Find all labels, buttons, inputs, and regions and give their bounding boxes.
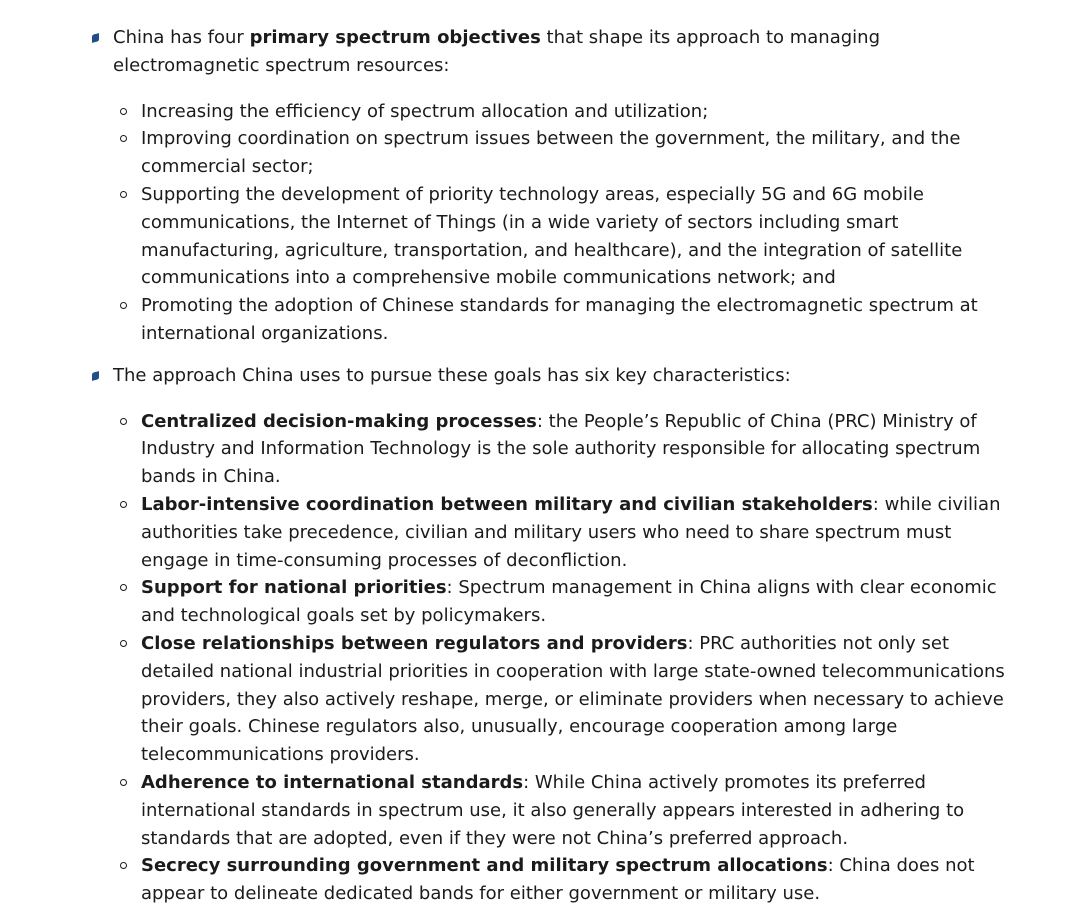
square-bullet-icon [92,33,99,43]
list-item: Support for national priorities: Spectrum management in China aligns with clear economic and technological goals set by policymakers. [141,574,1013,630]
circle-bullet-icon [120,584,127,591]
objectives-section [113,24,1013,348]
objectives-list [141,98,1013,348]
list-item: Centralized decision-making processes: the People’s Republic of China (PRC) Ministry of Industry and Information Technology is the sole authority responsible for allocating spectrum bands in China. [141,408,1013,491]
list-item: Increasing the efficiency of spectrum allocation and utilization; [141,98,1013,126]
list-item: Secrecy surrounding government and military spectrum allocations: China does not appear to delineate dedicated bands for either government or military use. [141,852,1013,908]
circle-bullet-icon [120,779,127,786]
circle-bullet-icon [120,302,127,309]
section-intro: China has four primary spectrum objectives that shape its approach to managing electromagnetic spectrum resources: [113,27,881,76]
list-item: Adherence to international standards: While China actively promotes its preferred international standards in spectrum use, it also generally appears interested in adhering to standards that are adopted, even if they were not China’s preferred approach. [141,769,1013,852]
list-item: Labor-intensive coordination between military and civilian stakeholders: while civilian authorities take precedence, civilian and military users who need to share spectrum must engage in time-consuming processes of deconfliction. [141,491,1013,574]
list-item: Close relationships between regulators and providers: PRC authorities not only set detailed national industrial priorities in cooperation with large state-owned telecommunications providers, they also actively reshape, merge, or eliminate providers when necessary to achieve their goals. Chinese regulators also, unusually, encourage cooperation among large telecommunications providers. [141,630,1013,769]
circle-bullet-icon [120,418,127,425]
circle-bullet-icon [120,640,127,647]
document-body [113,24,1013,922]
section-intro: The approach China uses to pursue these goals has six key characteristics: [113,364,791,386]
square-bullet-icon [92,371,99,381]
list-item: Supporting the development of priority technology areas, especially 5G and 6G mobile communications, the Internet of Things (in a wide variety of sectors including smart manufacturing, agriculture, transportation, and healthcare), and the integration of satellite communications into a comprehensive mobile communications network; and [141,181,1013,292]
characteristics-list [141,408,1013,908]
circle-bullet-icon [120,108,127,115]
circle-bullet-icon [120,862,127,869]
list-item: Improving coordination on spectrum issues between the government, the military, and the commercial sector; [141,125,1013,181]
main-list [113,24,1013,908]
intro-emphasis: primary spectrum objectives [249,27,541,48]
circle-bullet-icon [120,191,127,198]
list-item: Promoting the adoption of Chinese standards for managing the electromagnetic spectrum at international organizations. [141,292,1013,348]
characteristics-section [113,362,1013,908]
circle-bullet-icon [120,135,127,142]
circle-bullet-icon [120,501,127,508]
